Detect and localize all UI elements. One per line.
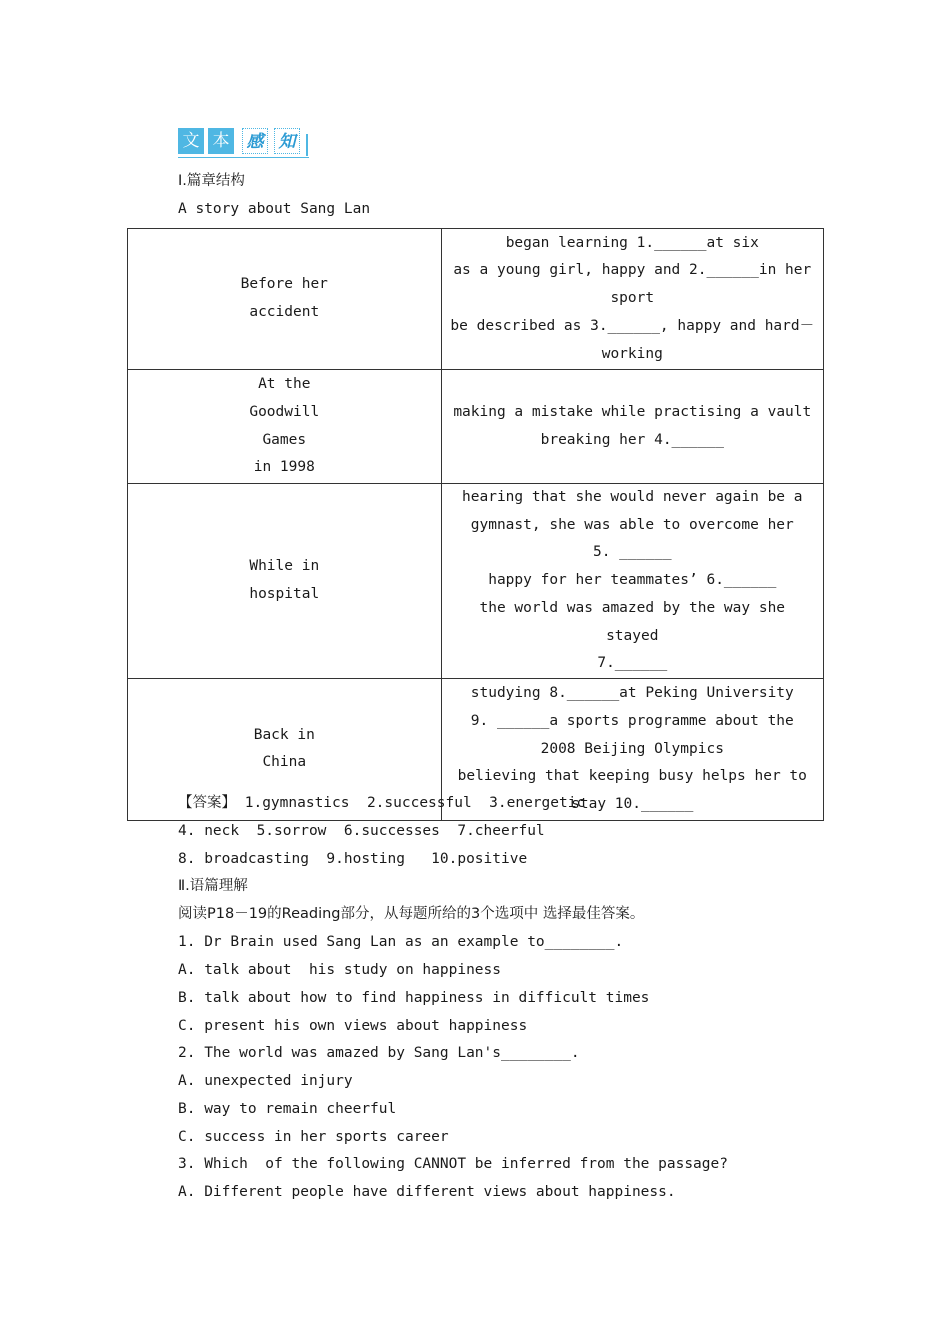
section1-heading: Ⅰ.篇章结构 (178, 173, 245, 189)
question-line: 2. The world was amazed by Sang Lan's________. (178, 1045, 580, 1061)
option-line: B. talk about how to find happiness in difficult times (178, 990, 650, 1006)
table-cell-stage (128, 229, 442, 370)
option-line: B. way to remain cheerful (178, 1101, 397, 1117)
option-line: C. success in her sports career (178, 1129, 449, 1145)
cell-line: 5. ______ (592, 544, 672, 561)
story-structure-table (127, 228, 824, 821)
answer-line-1 (178, 793, 585, 813)
table-row (128, 484, 824, 679)
cell-line: China (262, 754, 307, 771)
cell-line: the world was amazed by the way she stayed (479, 599, 786, 644)
badge-char-3: 感 (242, 128, 268, 154)
table-cell-events (441, 484, 823, 679)
table-cell-events (441, 370, 823, 484)
section1-subtitle: A story about Sang Lan (178, 201, 371, 217)
section2-instruction: 阅读P18－19的Reading部分，从每题所给的3个选项中 选择最佳答案。 (178, 906, 645, 922)
table-cell-events (441, 229, 823, 370)
badge-tail (306, 134, 308, 156)
option-line: C. present his own views about happiness (178, 1018, 528, 1034)
badge-char-2: 本 (208, 128, 234, 154)
table-cell-stage (128, 484, 442, 679)
option-line: A. Different people have different views about happiness. (178, 1184, 676, 1200)
table-row (128, 229, 824, 370)
question-line: 3. Which of the following CANNOT be inferred from the passage? (178, 1156, 728, 1172)
question-line: 1. Dr Brain used Sang Lan as an example to________. (178, 934, 624, 950)
table-row (128, 370, 824, 484)
cell-line: making a mistake while practising a vault (453, 403, 812, 420)
answer-line-2: 4. neck 5.sorrow 6.successes 7.cheerful (178, 823, 545, 839)
cell-line: Before her (240, 276, 328, 293)
badge-char-1: 文 (178, 128, 204, 154)
option-line: A. talk about his study on happiness (178, 962, 502, 978)
cell-line: 9. ______a sports programme about the 2008 Beijing Olympics (470, 712, 794, 757)
cell-line: 7.______ (597, 655, 668, 672)
cell-line: studying 8.______at Peking University (470, 685, 794, 702)
cell-line: in 1998 (253, 459, 315, 476)
cell-line: began learning 1.______at six (505, 234, 759, 251)
cell-line: hearing that she would never again be a gymnast, she was able to overcome her (462, 489, 803, 533)
badge-char-4: 知 (274, 128, 300, 154)
answer-label: 【答案】 (178, 795, 236, 811)
cell-line: hospital (249, 585, 320, 602)
table-cell-stage (128, 370, 442, 484)
option-line: A. unexpected injury (178, 1073, 353, 1089)
cell-line: believing that keeping busy helps her to stay 10.______ (457, 768, 807, 812)
cell-line: Back in (253, 726, 315, 743)
cell-line: happy for her teammates’ 6.______ (488, 572, 777, 589)
cell-line: be described as 3.______, happy and hard－working (450, 317, 815, 362)
cell-line: as a young girl, happy and 2.______in her sport (453, 262, 812, 307)
badge-underline (178, 154, 309, 158)
cell-line: accident (249, 304, 320, 320)
cell-line: Games (262, 431, 307, 448)
answer-line-3: 8. broadcasting 9.hosting 10.positive (178, 851, 528, 867)
cell-line: While in (249, 558, 320, 575)
cell-line: At the (258, 376, 311, 393)
cell-line: breaking her 4.______ (540, 431, 724, 448)
section2-heading: Ⅱ.语篇理解 (178, 878, 248, 894)
section-badge (178, 126, 309, 157)
answer-text: 1.gymnastics 2.successful 3.energetic (236, 795, 586, 811)
cell-line: Goodwill (249, 403, 320, 420)
